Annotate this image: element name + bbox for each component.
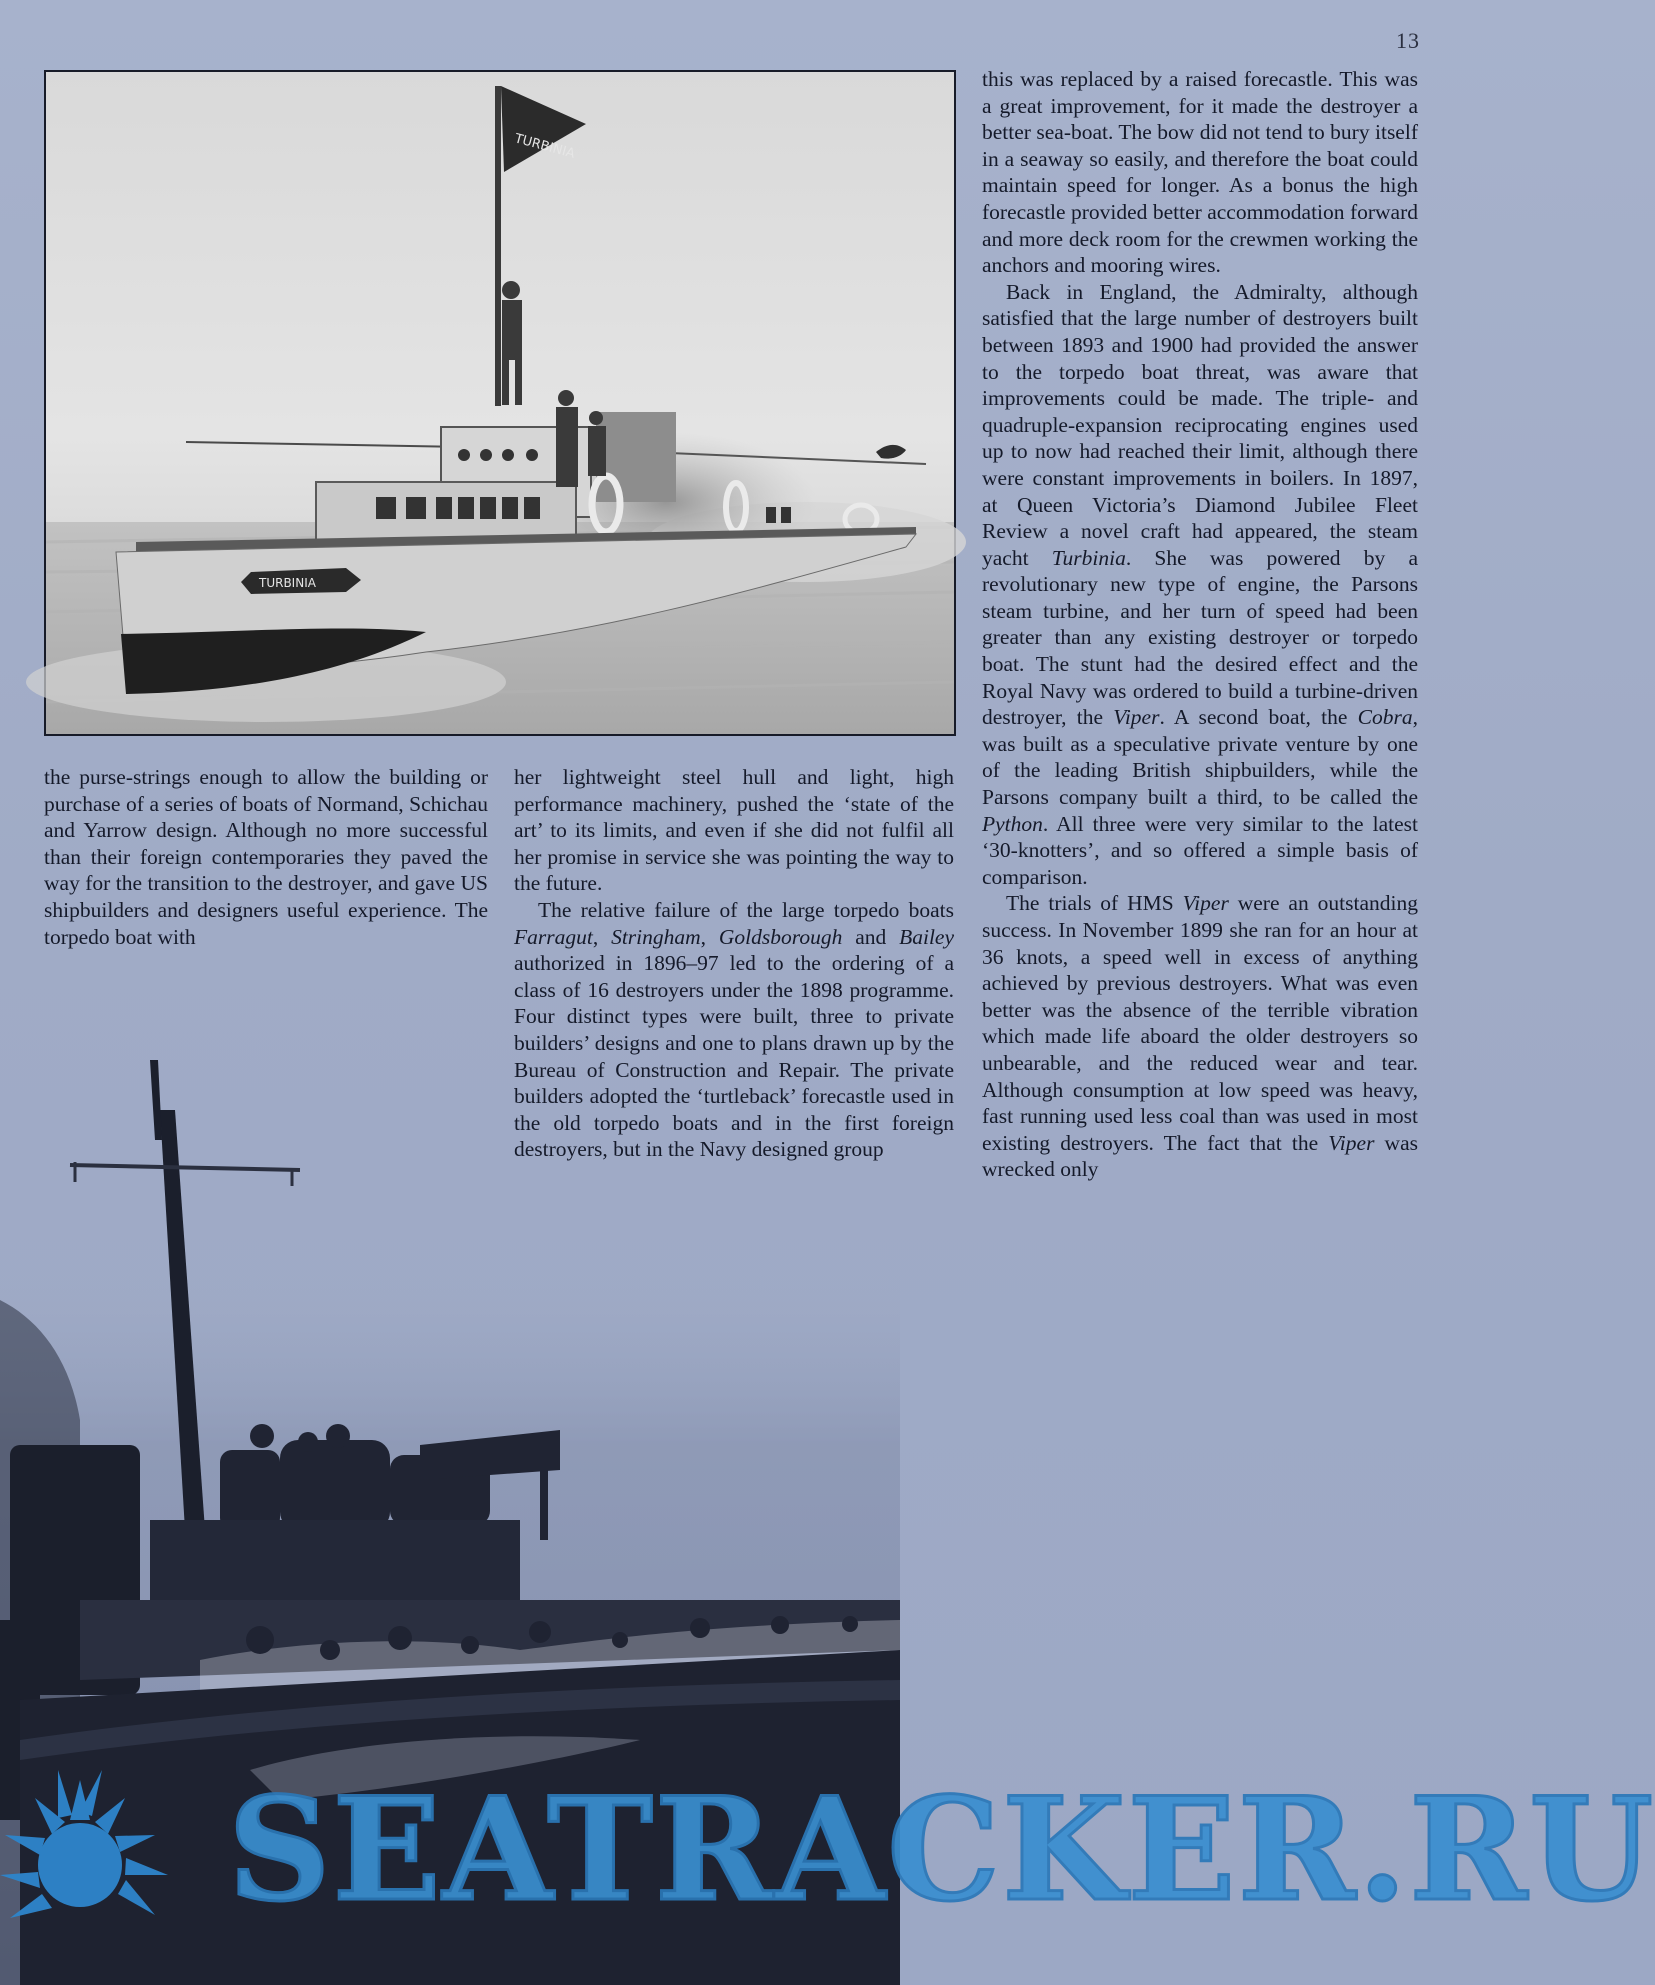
ship-name: Bailey — [899, 924, 955, 949]
paragraph — [44, 764, 488, 950]
watermark-text: SEATRACKER.RU — [228, 1767, 1655, 1933]
column-left — [44, 764, 488, 950]
paragraph — [982, 890, 1418, 1183]
ship-name: Python — [982, 811, 1043, 836]
text-run: The relative failure of the large torpedo boats — [538, 897, 954, 922]
hull-nameplate — [241, 568, 361, 594]
text-run: The trials of HMS — [1006, 891, 1183, 916]
paragraph — [514, 764, 954, 897]
ship-name: Farragut — [514, 924, 593, 949]
text-run: her lightweight steel hull and light, high performance machinery, pushed the ‘state of the art’ to its limits, and even if she did not fulfil all her promise in service she was pointing the way to the future. — [514, 765, 954, 896]
paragraph — [982, 66, 1418, 279]
page-number: 13 — [1396, 28, 1420, 53]
ship-name: Viper — [1328, 1130, 1375, 1155]
text-run: . All three were very similar to the latest ‘30-knotters’, and so offered a simple basis of comparison. — [982, 811, 1418, 889]
text-run: were an outstanding success. In November 1899 she ran for an hour at 36 knots, a speed well in excess of anything achieved by previous destroyers. What was even better was the absence of the terrible vibration which made life aboard the older destroyers so unbearable, and the reduced wear and tear. Although consumption at low speed was heavy, fast running used less coal than was used in most existing destroyers. The fact that the — [982, 891, 1418, 1155]
ship-name: Turbinia — [1051, 545, 1126, 570]
text-run: , — [700, 924, 719, 949]
text-run: and — [842, 924, 900, 949]
text-run: Back in England, the Admiralty, although satisfied that the large number of destroyers built between 1893 and 1900 had provided the answer to the torpedo boat threat, was aware that improvements could be made. The triple- and quadruple-expansion reciprocating engines used up to now had reached their limit, although there were constant improvements in boilers. In 1897, at Queen Victoria’s Diamond Jubilee Fleet Review a novel craft had appeared, the steam yacht — [982, 279, 1418, 570]
ship-name: Goldsborough — [718, 924, 843, 949]
ship-name: Viper — [1182, 891, 1229, 916]
ship-name: Cobra — [1357, 705, 1413, 730]
turbinia-photo-graphic — [46, 72, 954, 734]
text-run: , — [592, 924, 612, 949]
text-run: , was built as a speculative private venture by one of the leading British shipbuilders, while the Parsons company built a third, to be called the — [982, 705, 1418, 810]
flag-lettering: TURBINIA — [512, 131, 577, 162]
ship-name: Viper — [1113, 705, 1160, 730]
column-middle — [514, 764, 954, 1163]
text-run: . A second boat, the — [1159, 705, 1358, 730]
text-run: authorized in 1896–97 led to the ordering of a class of 16 destroyers under the 1898 programme. Four distinct types were built, three to private builders’ designs and one to plans drawn up by the Bureau of Construction and Repair. The private builders adopted the ‘turtleback’ forecastle used in the old torpedo boats and in the first foreign destroyers, but in the Navy designed group — [514, 951, 954, 1162]
text-run: the purse-strings enough to allow the building or purchase of a series of boats of Normand, Schichau and Yarrow design. Although no more successful than their foreign contemporaries they paved the way for the transition to the destroyer, and gave US shipbuilders and designers useful experience. The torpedo boat with — [44, 765, 488, 949]
hull-name-lettering: TURBINIA — [259, 576, 316, 590]
paragraph — [982, 279, 1418, 891]
paragraph — [514, 897, 954, 1163]
ship-name: Stringham — [611, 924, 701, 949]
column-right — [982, 66, 1418, 1183]
text-run: . She was powered by a revolutionary new type of engine, the Parsons steam turbine, and her turn of speed had been greater than any existing destroyer or torpedo boat. The stunt had the desired effect and the Royal Navy was ordered to build a turbine-driven destroyer, the — [982, 545, 1418, 730]
text-run: this was replaced by a raised forecastle. This was a great improvement, for it made the destroyer a better sea-boat. The bow did not tend to bury itself in a seaway so easily, and therefore the boat could maintain speed for longer. As a bonus the high forecastle provided better accommodation forward and more deck room for the crewmen working the anchors and mooring wires. — [982, 67, 1418, 278]
watermark — [0, 1760, 1655, 1950]
sun-logo-icon — [0, 1760, 220, 1950]
turbinia-photo — [44, 70, 956, 736]
text-run: was wrecked only — [982, 1130, 1418, 1182]
